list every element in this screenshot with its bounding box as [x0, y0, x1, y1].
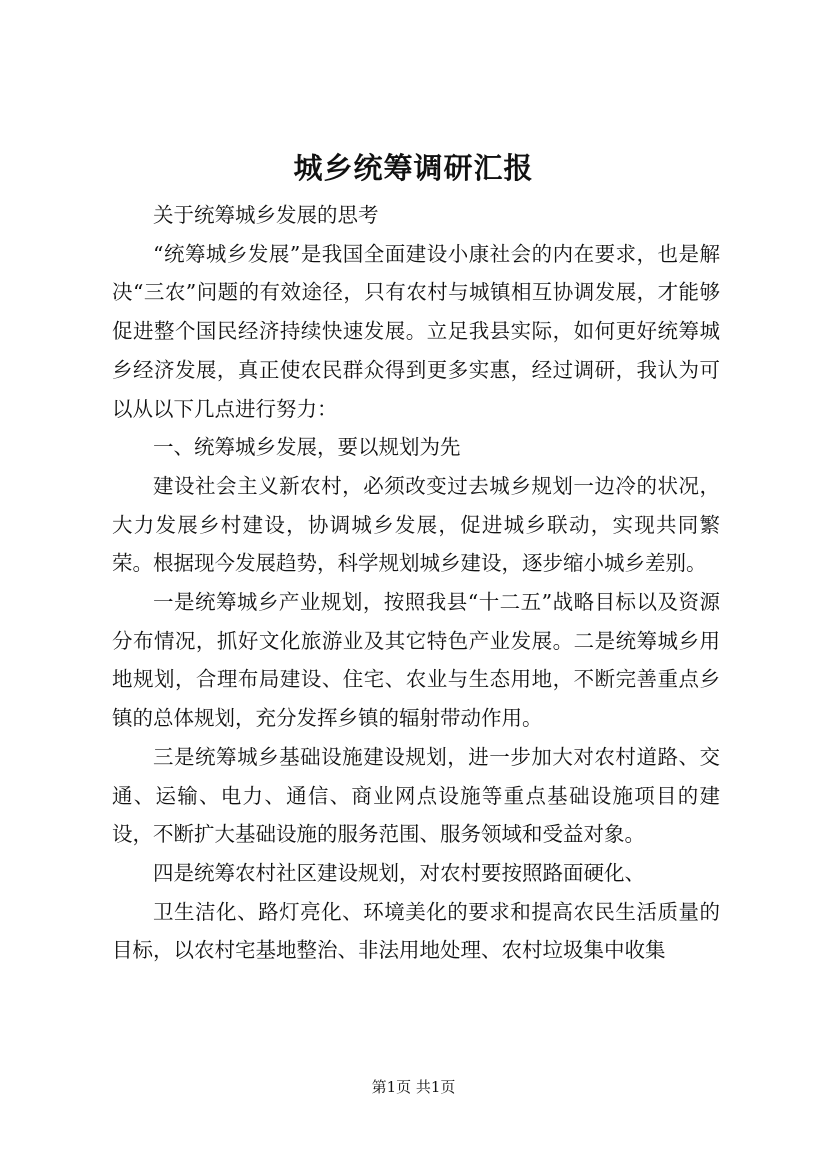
section-heading: 一、统筹城乡发展，要以规划为先	[153, 435, 461, 460]
paragraph: 一是统筹城乡产业规划，按照我县“十二五”战略目标以及资源分布情况，抓好文化旅游业及其它特色产业发展。二是统筹城乡用地规划，合理布局建设、住宅、农业与生态用地，不断完善重点乡镇的总体规划，充分发挥乡镇的辐射带动作用。	[112, 590, 720, 731]
document-title: 城乡统筹调研汇报	[293, 151, 534, 185]
paragraph: 卫生洁化、路灯亮化、环境美化的要求和提高农民生活质量的目标，以农村宅基地整治、非法用地处理、农村垃圾集中收集	[112, 899, 720, 963]
section-subtitle: 关于统筹城乡发展的思考	[153, 203, 379, 227]
paragraph: “统筹城乡发展”是我国全面建设小康社会的内在要求，也是解决“三农”问题的有效途径，只有农村与城镇相互协调发展，才能够促进整个国民经济持续快速发展。立足我县实际，如何更好统筹城乡经济发展，真正使农民群众得到更多实惠，经过调研，我认为可以从以下几点进行努力：	[112, 241, 720, 421]
paragraph: 建设社会主义新农村，必须改变过去城乡规划一边冷的状况，大力发展乡村建设，协调城乡发展，促进城乡联动，实现共同繁荣。根据现今发展趋势，科学规划城乡建设，逐步缩小城乡差别。	[112, 473, 720, 576]
paragraph: 三是统筹城乡基础设施建设规划，进一步加大对农村道路、交通、运输、电力、通信、商业网点设施等重点基础设施项目的建设，不断扩大基础设施的服务范围、服务领域和受益对象。	[112, 744, 720, 847]
document-body	[112, 196, 720, 970]
page-footer: 第1页 共1页	[371, 1078, 456, 1096]
paragraph: 四是统筹农村社区建设规划，对农村要按照路面硬化、	[153, 860, 645, 885]
